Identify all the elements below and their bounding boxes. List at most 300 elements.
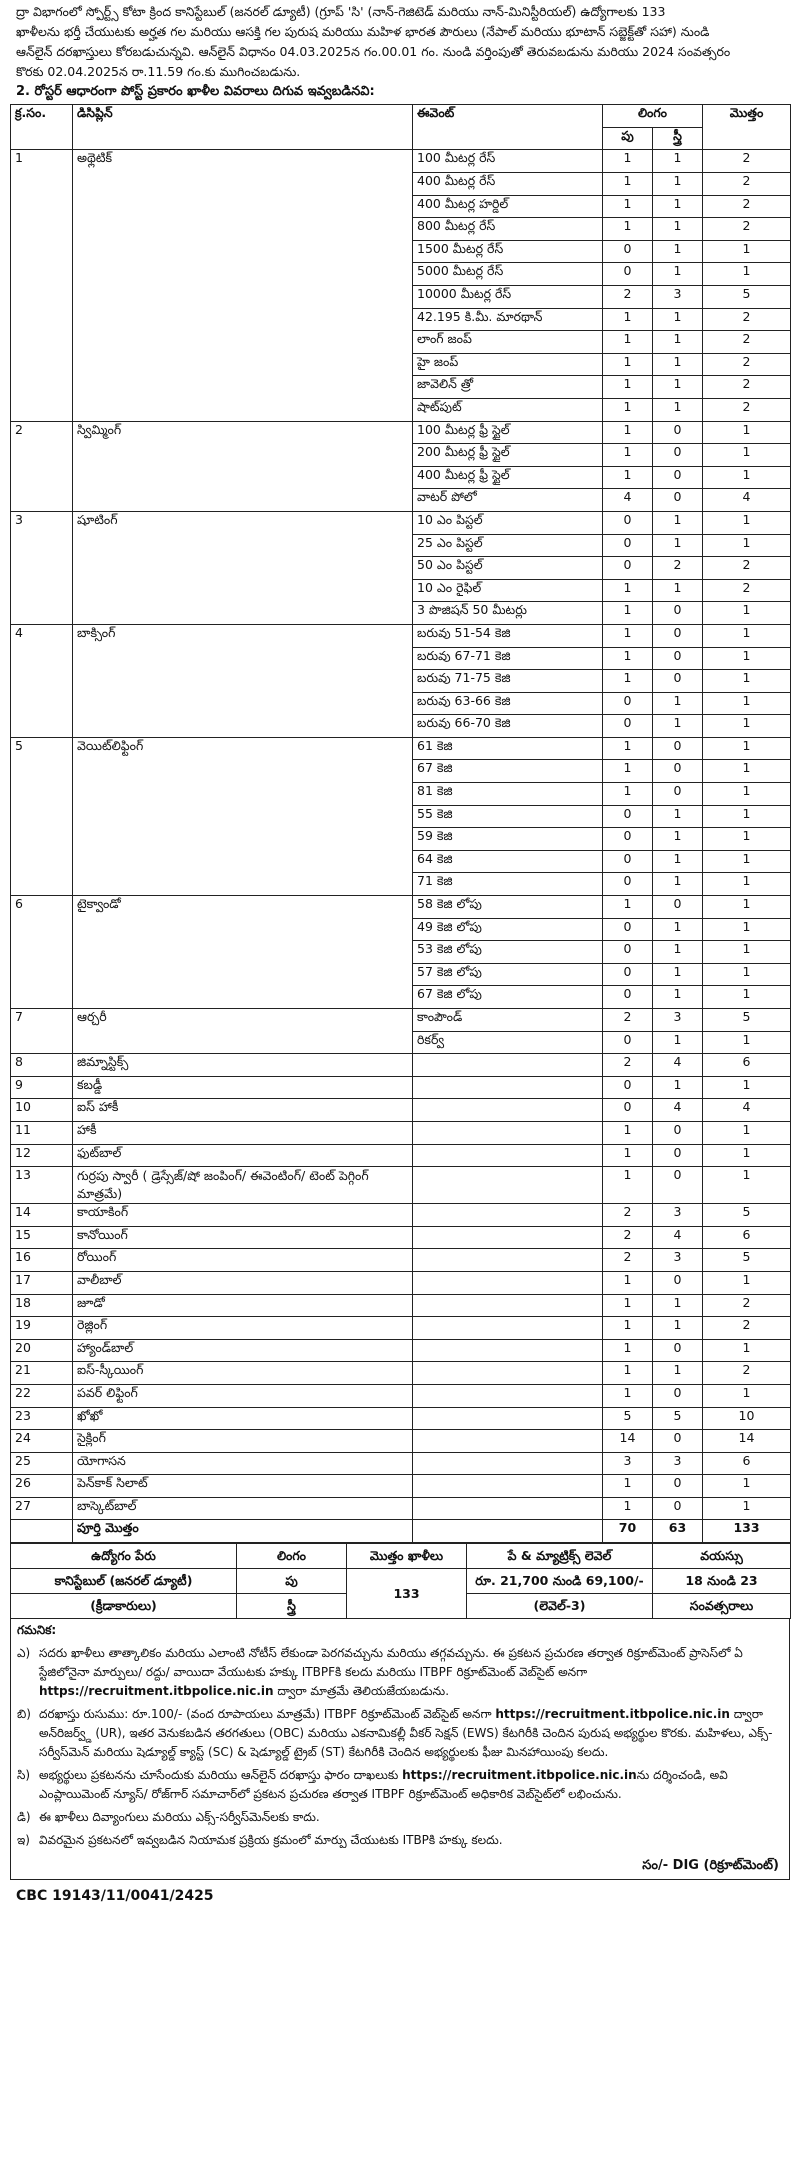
female-count: 3	[653, 1009, 703, 1032]
grand-total: 133	[703, 1520, 791, 1543]
male-count: 0	[603, 963, 653, 986]
note-item	[10, 1642, 790, 1703]
note-tail: ను దర్శించండి, అవి ఎంప్లాయిమెంట్ న్యూస్/ రోజ్‌గార్ సమాచార్‌లో ప్రకటన ప్రచురణ తర్వాత ITBPF రిక్రూట్‌మెంట్ అధికారిక వెబ్‌సైట్‌లో లభించును.	[39, 1768, 728, 1802]
female-count: 1	[653, 692, 703, 715]
event-cell	[413, 1384, 603, 1407]
total-count: 4	[703, 489, 791, 512]
table-row	[11, 1076, 791, 1099]
event-cell: 10000 మీటర్ల రేస్	[413, 286, 603, 309]
sno-cell: 11	[11, 1121, 73, 1144]
note-link: https://recruitment.itbpolice.nic.in	[402, 1768, 637, 1783]
header-sno: క్ర.సం.	[11, 105, 73, 150]
sno-cell: 18	[11, 1294, 73, 1317]
male-count: 0	[603, 941, 653, 964]
table-row	[11, 1009, 791, 1032]
event-cell	[413, 1167, 603, 1204]
total-count: 4	[703, 1099, 791, 1122]
sno-cell: 10	[11, 1099, 73, 1122]
header-total-col: మొత్తం	[703, 105, 791, 150]
female-count: 1	[653, 873, 703, 896]
event-cell: రికర్వ్	[413, 1031, 603, 1054]
table-row	[11, 1144, 791, 1167]
event-cell: 100 మీటర్ల ఫ్రీ స్టైల్	[413, 421, 603, 444]
male-count: 0	[603, 1076, 653, 1099]
total-count: 1	[703, 760, 791, 783]
table-row	[11, 1271, 791, 1294]
male-count: 1	[603, 1121, 653, 1144]
total-count: 1	[703, 896, 791, 919]
total-count: 1	[703, 602, 791, 625]
female-count: 0	[653, 1430, 703, 1453]
male-count: 0	[603, 557, 653, 580]
event-cell: 200 మీటర్ల ఫ్రీ స్టైల్	[413, 444, 603, 467]
total-count: 2	[703, 376, 791, 399]
male-count: 1	[603, 1144, 653, 1167]
male-total: 70	[603, 1520, 653, 1543]
event-cell: 67 కెజి	[413, 760, 603, 783]
event-cell	[413, 1520, 603, 1543]
note-tail: ద్వారా అన్‌రిజర్వ్డ్ (UR), ఇతర వెనుకబడిన తరగతులు (OBC) మరియు ఎకనామికల్లీ వీకర్ సెక్షన్ (EWS) కేటగిరీకి చెందిన పురుష అభ్యర్థుల కొరకు. మహిళలు, ఎక్స్-సర్వీస్‌మెన్ మరియు షెడ్యూల్డ్ క్యాస్ట్ (SC) & షెడ్యూల్డ్ ట్రైబ్ (ST) కేటగిరీకి చెందిన అభ్యర్థులకు ఫీజు మినహాయింపు కలదు.	[39, 1707, 773, 1760]
discipline-cell: బాస్కెట్‌బాల్	[73, 1497, 413, 1520]
male-count: 0	[603, 1031, 653, 1054]
intro-line: ఖాళీలను భర్తీ చేయుటకు అర్హత గల మరియు ఆసక్తి గల పురుష మరియు మహిళ భారత పౌరులు (నేపాల్ మరియు భూటాన్ సబ్జెక్ట్‌తో సహా) నుండి	[16, 24, 710, 39]
note-key: సి)	[17, 1768, 31, 1783]
discipline-cell: స్విమ్మింగ్	[73, 421, 413, 511]
event-cell	[413, 1430, 603, 1453]
total-count: 1	[703, 1339, 791, 1362]
female-count: 2	[653, 557, 703, 580]
sno-cell: 6	[11, 896, 73, 1009]
total-count: 1	[703, 511, 791, 534]
note-text	[39, 1705, 783, 1762]
female-count: 0	[653, 466, 703, 489]
total-count: 1	[703, 1475, 791, 1498]
female-count: 1	[653, 173, 703, 196]
note-item	[10, 1764, 790, 1806]
event-cell: బరువు 71-75 కెజి	[413, 670, 603, 693]
discipline-cell: హాకీ	[73, 1121, 413, 1144]
event-cell	[413, 1249, 603, 1272]
female-count: 3	[653, 1249, 703, 1272]
total-count: 1	[703, 670, 791, 693]
total-count: 6	[703, 1452, 791, 1475]
event-cell: 55 కెజి	[413, 805, 603, 828]
table-row	[11, 1099, 791, 1122]
female-count: 1	[653, 511, 703, 534]
male-count: 0	[603, 918, 653, 941]
total-count: 2	[703, 1362, 791, 1385]
total-count: 2	[703, 195, 791, 218]
female-count: 0	[653, 1475, 703, 1498]
male-count: 0	[603, 1099, 653, 1122]
male-count: 1	[603, 579, 653, 602]
sno-cell: 9	[11, 1076, 73, 1099]
table-row	[11, 1384, 791, 1407]
female-count: 0	[653, 1144, 703, 1167]
event-cell: బరువు 51-54 కెజి	[413, 624, 603, 647]
discipline-cell: జూడో	[73, 1294, 413, 1317]
table-row	[11, 1294, 791, 1317]
header-discipline: డిసిప్లిన్	[73, 105, 413, 150]
event-cell: 800 మీటర్ల రేస్	[413, 218, 603, 241]
event-cell: 58 కెజి లోపు	[413, 896, 603, 919]
sno-cell: 12	[11, 1144, 73, 1167]
total-count: 1	[703, 805, 791, 828]
table-row	[11, 1475, 791, 1498]
event-cell: 64 కెజి	[413, 850, 603, 873]
male-count: 0	[603, 986, 653, 1009]
total-count: 2	[703, 398, 791, 421]
total-count: 5	[703, 1204, 791, 1227]
total-count: 14	[703, 1430, 791, 1453]
event-cell: 5000 మీటర్ల రేస్	[413, 263, 603, 286]
table-row	[11, 1430, 791, 1453]
male-count: 1	[603, 1294, 653, 1317]
female-count: 1	[653, 828, 703, 851]
male-count: 2	[603, 1054, 653, 1077]
female-count: 3	[653, 1204, 703, 1227]
intro-line: ఆన్‌లైన్ దరఖాస్తులు కోరబడుచున్నవి. ఆన్‌లైన్ విధానం 04.03.2025న గం.00.01 గం. నుండి వర్తింపుతో తెరువబడును మరియు 2024 సంవత్సరం	[16, 44, 731, 59]
total-count: 1	[703, 240, 791, 263]
total-count: 6	[703, 1054, 791, 1077]
sno-cell: 25	[11, 1452, 73, 1475]
male-count: 1	[603, 218, 653, 241]
male-count: 0	[603, 692, 653, 715]
discipline-cell: పెన్‌కాక్ సిలాట్	[73, 1475, 413, 1498]
age-unit: సంవత్సరాలు	[653, 1594, 791, 1619]
total-count: 2	[703, 353, 791, 376]
male-count: 1	[603, 444, 653, 467]
note-key: ఇ)	[17, 1833, 30, 1848]
event-cell: వాటర్ పోలో	[413, 489, 603, 512]
discipline-cell: హ్యాండ్‌బాల్	[73, 1339, 413, 1362]
discipline-cell: కబడ్డీ	[73, 1076, 413, 1099]
female-count: 0	[653, 1339, 703, 1362]
female-count: 0	[653, 760, 703, 783]
event-cell: 400 మీటర్ల ఫ్రీ స్టైల్	[413, 466, 603, 489]
male-count: 1	[603, 376, 653, 399]
discipline-cell: సైక్లింగ్	[73, 1430, 413, 1453]
advertisement-page	[10, 0, 790, 1914]
header-gender: లింగం	[603, 105, 703, 128]
sno-cell: 1	[11, 150, 73, 421]
total-count: 6	[703, 1226, 791, 1249]
male-count: 5	[603, 1407, 653, 1430]
table-row	[11, 1497, 791, 1520]
event-cell	[413, 1475, 603, 1498]
event-cell: కాంపౌండ్	[413, 1009, 603, 1032]
discipline-cell: గుర్రపు స్వారీ ( డ్రెస్సేజ్/షో జంపింగ్/ ఈవెంటింగ్/ టెంట్ పెగ్గింగ్ మాత్రమే)	[73, 1167, 413, 1204]
event-cell: 59 కెజి	[413, 828, 603, 851]
male-count: 0	[603, 715, 653, 738]
event-cell	[413, 1452, 603, 1475]
table-row	[11, 1407, 791, 1430]
female-count: 1	[653, 376, 703, 399]
note-key: డి)	[17, 1810, 31, 1825]
male-count: 2	[603, 1009, 653, 1032]
total-count: 1	[703, 444, 791, 467]
event-cell: బరువు 67-71 కెజి	[413, 647, 603, 670]
pay-scale: రూ. 21,700 నుండి 69,100/-	[467, 1569, 653, 1594]
female-count: 1	[653, 331, 703, 354]
discipline-cell: ఖోఖో	[73, 1407, 413, 1430]
female-count: 1	[653, 398, 703, 421]
total-count: 1	[703, 1167, 791, 1204]
female-count: 0	[653, 489, 703, 512]
female-count: 0	[653, 670, 703, 693]
total-count: 1	[703, 941, 791, 964]
female-count: 1	[653, 918, 703, 941]
note-key: బి)	[17, 1707, 31, 1722]
sno-cell: 16	[11, 1249, 73, 1272]
male-count: 1	[603, 1384, 653, 1407]
discipline-cell: కానోయింగ్	[73, 1226, 413, 1249]
event-cell: 61 కెజి	[413, 737, 603, 760]
male-count: 1	[603, 195, 653, 218]
female-count: 3	[653, 286, 703, 309]
female-count: 0	[653, 1167, 703, 1204]
discipline-cell: ఆర్చరీ	[73, 1009, 413, 1054]
event-cell	[413, 1204, 603, 1227]
discipline-cell: జిమ్నాస్టిక్స్	[73, 1054, 413, 1077]
male-count: 2	[603, 1249, 653, 1272]
male-count: 1	[603, 1271, 653, 1294]
note-link: https://recruitment.itbpolice.nic.in	[495, 1707, 730, 1722]
table-row	[11, 624, 791, 647]
discipline-cell: బాక్సింగ్	[73, 624, 413, 737]
total-count: 1	[703, 715, 791, 738]
female-count: 0	[653, 1121, 703, 1144]
event-cell	[413, 1054, 603, 1077]
event-cell: 53 కెజి లోపు	[413, 941, 603, 964]
female-count: 0	[653, 1384, 703, 1407]
post-name: కానిస్టేబుల్ (జనరల్ డ్యూటీ)	[11, 1569, 237, 1594]
total-count: 1	[703, 263, 791, 286]
total-row	[11, 1520, 791, 1543]
table-row	[11, 511, 791, 534]
male-count: 1	[603, 647, 653, 670]
total-label: పూర్తి మొత్తం	[73, 1520, 413, 1543]
male-count: 1	[603, 466, 653, 489]
total-count: 5	[703, 1249, 791, 1272]
discipline-cell: పవర్ లిఫ్టింగ్	[73, 1384, 413, 1407]
female-count: 1	[653, 850, 703, 873]
note-body: సదరు ఖాళీలు తాత్కాలికం మరియు ఎలాంటి నోటీస్ లేకుండా పెరగవచ్చును మరియు తగ్గవచ్చును. ఈ ప్రకటన ప్రచురణ తర్వాత రిక్రూట్‌మెంట్ ప్రాసెస్‌లో ఏ స్టేజిలోనైనా మార్పులు/ రద్దు/ వాయిదా వేయుటకు హక్కు ITBPFకి కలదు మరియు ITBPF రిక్రూట్‌మెంట్ వెబ్‌సైట్ అనగా	[39, 1646, 743, 1680]
total-count: 1	[703, 1497, 791, 1520]
event-cell	[413, 1271, 603, 1294]
event-cell: 50 ఎం పిస్టల్	[413, 557, 603, 580]
event-cell: 71 కెజి	[413, 873, 603, 896]
roster-header-row-1	[11, 105, 791, 128]
total-count: 2	[703, 579, 791, 602]
male-count: 1	[603, 1339, 653, 1362]
sno-cell: 19	[11, 1317, 73, 1340]
female-count: 4	[653, 1099, 703, 1122]
female-count: 1	[653, 150, 703, 173]
event-cell: బరువు 66-70 కెజి	[413, 715, 603, 738]
male-count: 1	[603, 1497, 653, 1520]
discipline-cell: ఐస్-స్కీయింగ్	[73, 1362, 413, 1385]
total-count: 1	[703, 692, 791, 715]
sno-cell: 13	[11, 1167, 73, 1204]
note-text	[39, 1766, 783, 1804]
table-row	[11, 1339, 791, 1362]
female-count: 0	[653, 783, 703, 806]
female-count: 0	[653, 1497, 703, 1520]
female-count: 0	[653, 896, 703, 919]
table-row	[11, 1167, 791, 1204]
intro-paragraph	[10, 2, 790, 82]
discipline-cell: రెజ్లింగ్	[73, 1317, 413, 1340]
table-row	[11, 1226, 791, 1249]
table-row	[11, 1121, 791, 1144]
female-count: 1	[653, 1031, 703, 1054]
total-count: 2	[703, 150, 791, 173]
male-count: 1	[603, 353, 653, 376]
male-count: 0	[603, 511, 653, 534]
event-cell: జావెలిన్ త్రో	[413, 376, 603, 399]
note-item	[10, 1806, 790, 1829]
male-count: 1	[603, 624, 653, 647]
sno-cell	[11, 1520, 73, 1543]
female-count: 1	[653, 195, 703, 218]
event-cell	[413, 1317, 603, 1340]
male-count: 1	[603, 1362, 653, 1385]
female-count: 1	[653, 218, 703, 241]
male-count: 1	[603, 331, 653, 354]
sno-cell: 15	[11, 1226, 73, 1249]
male-count: 3	[603, 1452, 653, 1475]
table-row	[11, 150, 791, 173]
table-row	[11, 1452, 791, 1475]
roster-body	[11, 150, 791, 1543]
total-count: 10	[703, 1407, 791, 1430]
cbc-code: CBC 19143/11/0041/2425	[16, 1888, 214, 1905]
male-count: 1	[603, 670, 653, 693]
header-event: ఈవెంట్	[413, 105, 603, 150]
male-count: 1	[603, 737, 653, 760]
male-count: 0	[603, 828, 653, 851]
total-count: 1	[703, 918, 791, 941]
gender-female: స్త్రీ	[237, 1594, 347, 1619]
female-count: 1	[653, 1294, 703, 1317]
discipline-cell: అథ్లెటిక్	[73, 150, 413, 421]
notes-title: గమనిక:	[10, 1619, 790, 1642]
female-count: 1	[653, 579, 703, 602]
note-item	[10, 1703, 790, 1764]
total-vacancies: 133	[347, 1569, 467, 1619]
event-cell: 400 మీటర్ల హర్డిల్	[413, 195, 603, 218]
sno-cell: 2	[11, 421, 73, 511]
female-count: 1	[653, 1362, 703, 1385]
event-cell	[413, 1226, 603, 1249]
event-cell: 1500 మీటర్ల రేస్	[413, 240, 603, 263]
pay-header-vacancies: మొత్తం ఖాళీలు	[347, 1544, 467, 1569]
total-count: 2	[703, 173, 791, 196]
note-text	[39, 1644, 783, 1701]
event-cell: 10 ఎం రైఫిల్	[413, 579, 603, 602]
discipline-cell: వెయిట్‌లిఫ్టింగ్	[73, 737, 413, 895]
event-cell: బరువు 63-66 కెజి	[413, 692, 603, 715]
notes-list	[10, 1642, 790, 1852]
male-count: 0	[603, 873, 653, 896]
pay-row	[11, 1569, 791, 1594]
pay-header-age: వయస్సు	[653, 1544, 791, 1569]
female-count: 1	[653, 308, 703, 331]
note-tail: ద్వారా మాత్రమే తెలియజేయబడును.	[273, 1684, 450, 1699]
total-count: 2	[703, 218, 791, 241]
total-count: 1	[703, 850, 791, 873]
table-row	[11, 1204, 791, 1227]
event-cell	[413, 1144, 603, 1167]
event-cell: 81 కెజి	[413, 783, 603, 806]
note-item	[10, 1829, 790, 1852]
note-key: ఎ)	[17, 1646, 31, 1661]
note-body: వివరమైన ప్రకటనలో ఇవ్వబడిన నియామక ప్రక్రియ క్రమంలో మార్పు చేయుటకు ITBPకి హక్కు కలదు.	[39, 1833, 503, 1848]
sno-cell: 22	[11, 1384, 73, 1407]
event-cell: 100 మీటర్ల రేస్	[413, 150, 603, 173]
discipline-cell: రోయింగ్	[73, 1249, 413, 1272]
note-body: అభ్యర్థులు ప్రకటనను చూసేందుకు మరియు ఆన్‌లైన్ దరఖాస్తు ఫారం దాఖలుకు	[39, 1768, 399, 1783]
male-count: 1	[603, 308, 653, 331]
total-count: 2	[703, 1294, 791, 1317]
roster-table	[10, 104, 791, 1543]
signature: సం/- DIG (రిక్రూట్‌మెంట్)	[10, 1852, 790, 1880]
event-cell	[413, 1076, 603, 1099]
pay-header-row	[11, 1544, 791, 1569]
total-count: 1	[703, 737, 791, 760]
sno-cell: 14	[11, 1204, 73, 1227]
discipline-cell: ఫుట్‌బాల్	[73, 1144, 413, 1167]
female-count: 5	[653, 1407, 703, 1430]
female-count: 0	[653, 624, 703, 647]
male-count: 4	[603, 489, 653, 512]
post-name-sub: (క్రీడాకారులు)	[11, 1594, 237, 1619]
total-count: 1	[703, 986, 791, 1009]
pay-level: (లెవెల్-3)	[467, 1594, 653, 1619]
event-cell: లాంగ్ జంప్	[413, 331, 603, 354]
male-count: 1	[603, 421, 653, 444]
total-count: 1	[703, 783, 791, 806]
male-count: 1	[603, 398, 653, 421]
male-count: 0	[603, 263, 653, 286]
event-cell: హై జంప్	[413, 353, 603, 376]
sno-cell: 21	[11, 1362, 73, 1385]
female-count: 1	[653, 263, 703, 286]
discipline-cell: కాయాకింగ్	[73, 1204, 413, 1227]
male-count: 1	[603, 602, 653, 625]
gender-male: పు	[237, 1569, 347, 1594]
sno-cell: 26	[11, 1475, 73, 1498]
total-count: 1	[703, 1384, 791, 1407]
total-count: 1	[703, 1121, 791, 1144]
note-body: దరఖాస్తు రుసుము: రూ.100/- (వంద రూపాయలు మాత్రమే) ITBPF రిక్రూట్‌మెంట్ వెబ్‌సైట్ అనగా	[39, 1707, 492, 1722]
female-count: 0	[653, 444, 703, 467]
total-count: 5	[703, 1009, 791, 1032]
event-cell: 42.195 కి.మీ. మారథాన్	[413, 308, 603, 331]
event-cell: 49 కెజి లోపు	[413, 918, 603, 941]
table-row	[11, 421, 791, 444]
male-count: 1	[603, 760, 653, 783]
male-count: 1	[603, 173, 653, 196]
total-count: 1	[703, 873, 791, 896]
male-count: 0	[603, 240, 653, 263]
male-count: 1	[603, 1317, 653, 1340]
sno-cell: 23	[11, 1407, 73, 1430]
event-cell	[413, 1099, 603, 1122]
male-count: 2	[603, 1226, 653, 1249]
pay-header-gender: లింగం	[237, 1544, 347, 1569]
